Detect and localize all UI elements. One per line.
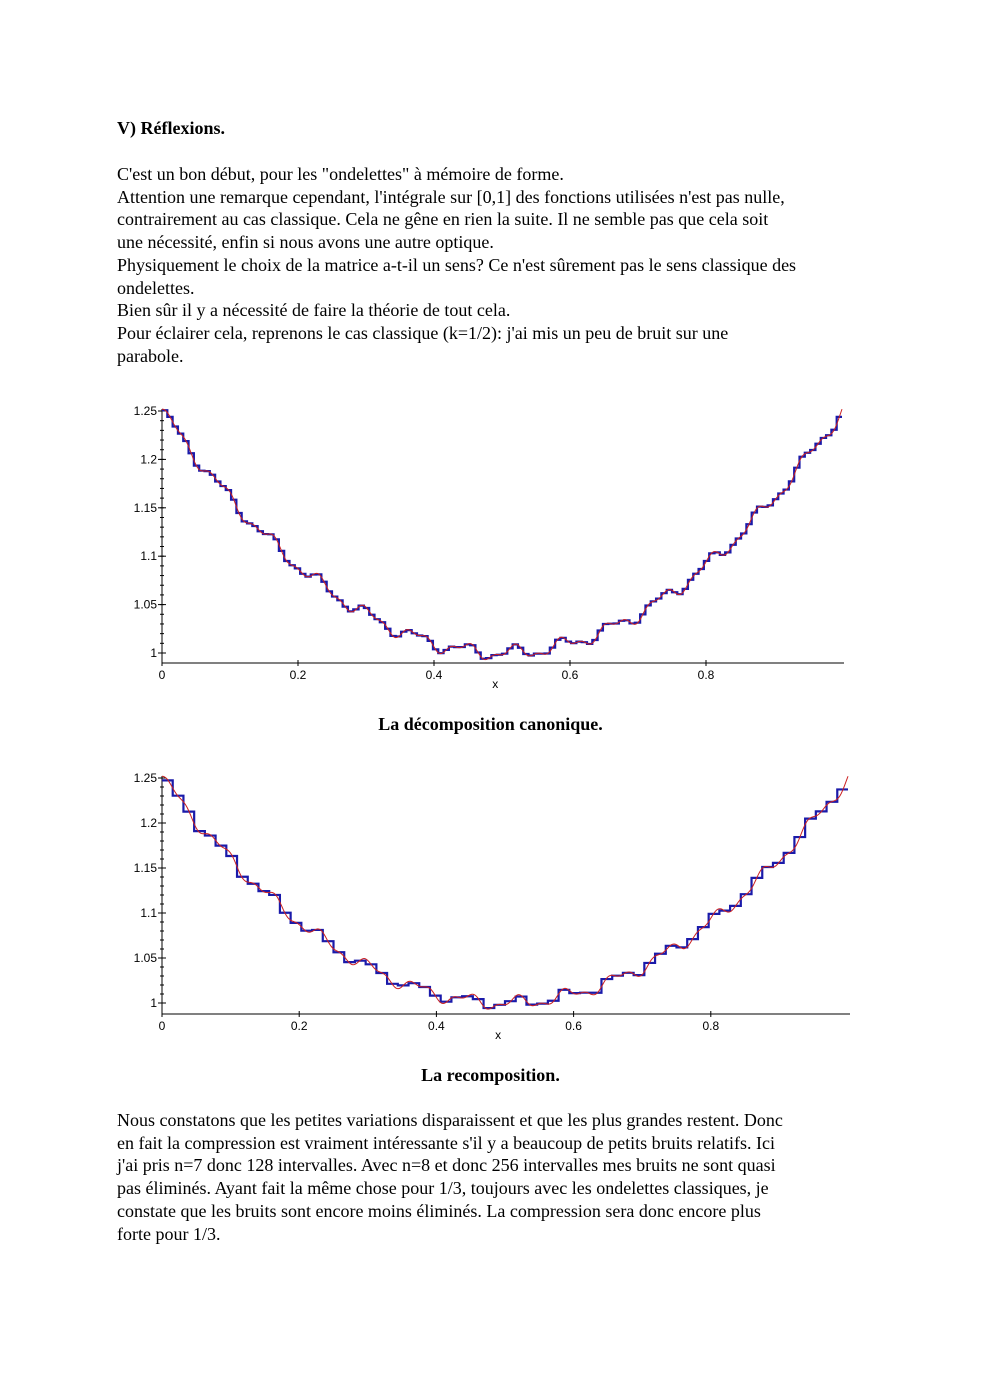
y-tick-label: 1.2 [140,452,157,467]
text-line: Physiquement le choix de la matrice a-t-il un sens? Ce n'est sûrement pas le sens classique des [117,254,797,275]
series-step-line [162,780,848,1008]
x-tick-label: 0.6 [565,1019,582,1033]
text-line: contrairement au cas classique. Cela ne gêne en rien la suite. Il ne semble pas que cela soit [117,209,769,230]
y-tick-label: 1.1 [140,906,157,920]
text-line: Attention une remarque cependant, l'intégrale sur [0,1] des fonctions utilisées n'est pas nulle, [117,186,785,207]
text-line: parabole. [117,345,184,366]
text-line: j'ai pris n=7 donc 128 intervalles. Avec n=8 et donc 256 intervalles mes bruits ne sont quasi [117,1155,776,1176]
y-tick-label: 1 [150,996,157,1010]
x-axis-label: x [492,677,499,691]
intro-paragraph [117,163,877,367]
y-tick-label: 1.05 [133,951,157,965]
x-tick-label: 0.2 [289,668,307,682]
text-line: pas éliminés. Ayant fait la même chose pour 1/3, toujours avec les ondelettes classiques, je [117,1178,769,1199]
y-tick-label: 1.1 [140,549,157,564]
y-tick-label: 1.25 [133,771,157,785]
x-tick-label: 0.6 [561,668,579,682]
x-tick-label: 0 [158,1019,166,1033]
text-line: une nécessité, enfin si nous avons une autre optique. [117,232,494,253]
section-heading: V) Réflexions. [117,118,225,138]
y-tick-label: 1 [150,646,157,660]
text-line: Nous constatons que les petites variations disparaissent et que les plus grandes restent. Donc [117,1110,783,1130]
x-axis-label: x [495,1028,502,1042]
text-line: constate que les bruits sont encore moins éliminés. La compression sera donc encore plus [117,1200,761,1221]
x-tick-label: 0.2 [290,1019,308,1033]
x-tick-label: 0.4 [425,668,443,682]
x-tick-label: 0 [158,668,166,682]
text-line: Bien sûr il y a nécessité de faire la théorie de tout cela. [117,300,511,321]
text-line: Pour éclairer cela, reprenons le cas classique (k=1/2): j'ai mis un peu de bruit sur une [117,322,729,343]
recomposition-chart [0,760,981,1060]
y-tick-label: 1.05 [133,597,157,612]
y-tick-label: 1.15 [133,861,157,875]
figure-caption-recomposition: La recomposition. [421,1065,560,1085]
y-tick-label: 1.25 [133,404,157,418]
text-line: C'est un bon début, pour les "ondelettes" à mémoire de forme. [117,164,564,184]
x-tick-label: 0.4 [428,1019,445,1033]
conclusion-paragraph [117,1109,877,1245]
series-smooth-line [162,776,848,1009]
decomposition-chart [0,395,981,695]
y-tick-label: 1.2 [140,816,157,830]
figure-caption-decomposition: La décomposition canonique. [378,714,603,734]
text-line: forte pour 1/3. [117,1223,221,1244]
x-tick-label: 0.8 [697,668,715,682]
series-step-line [162,410,842,658]
y-tick-label: 1.15 [133,500,157,515]
x-tick-label: 0.8 [702,1019,720,1033]
text-line: en fait la compression est vraiment intéressante s'il y a beaucoup de petits bruits relatifs. Ici [117,1132,776,1153]
text-line: ondelettes. [117,277,195,298]
